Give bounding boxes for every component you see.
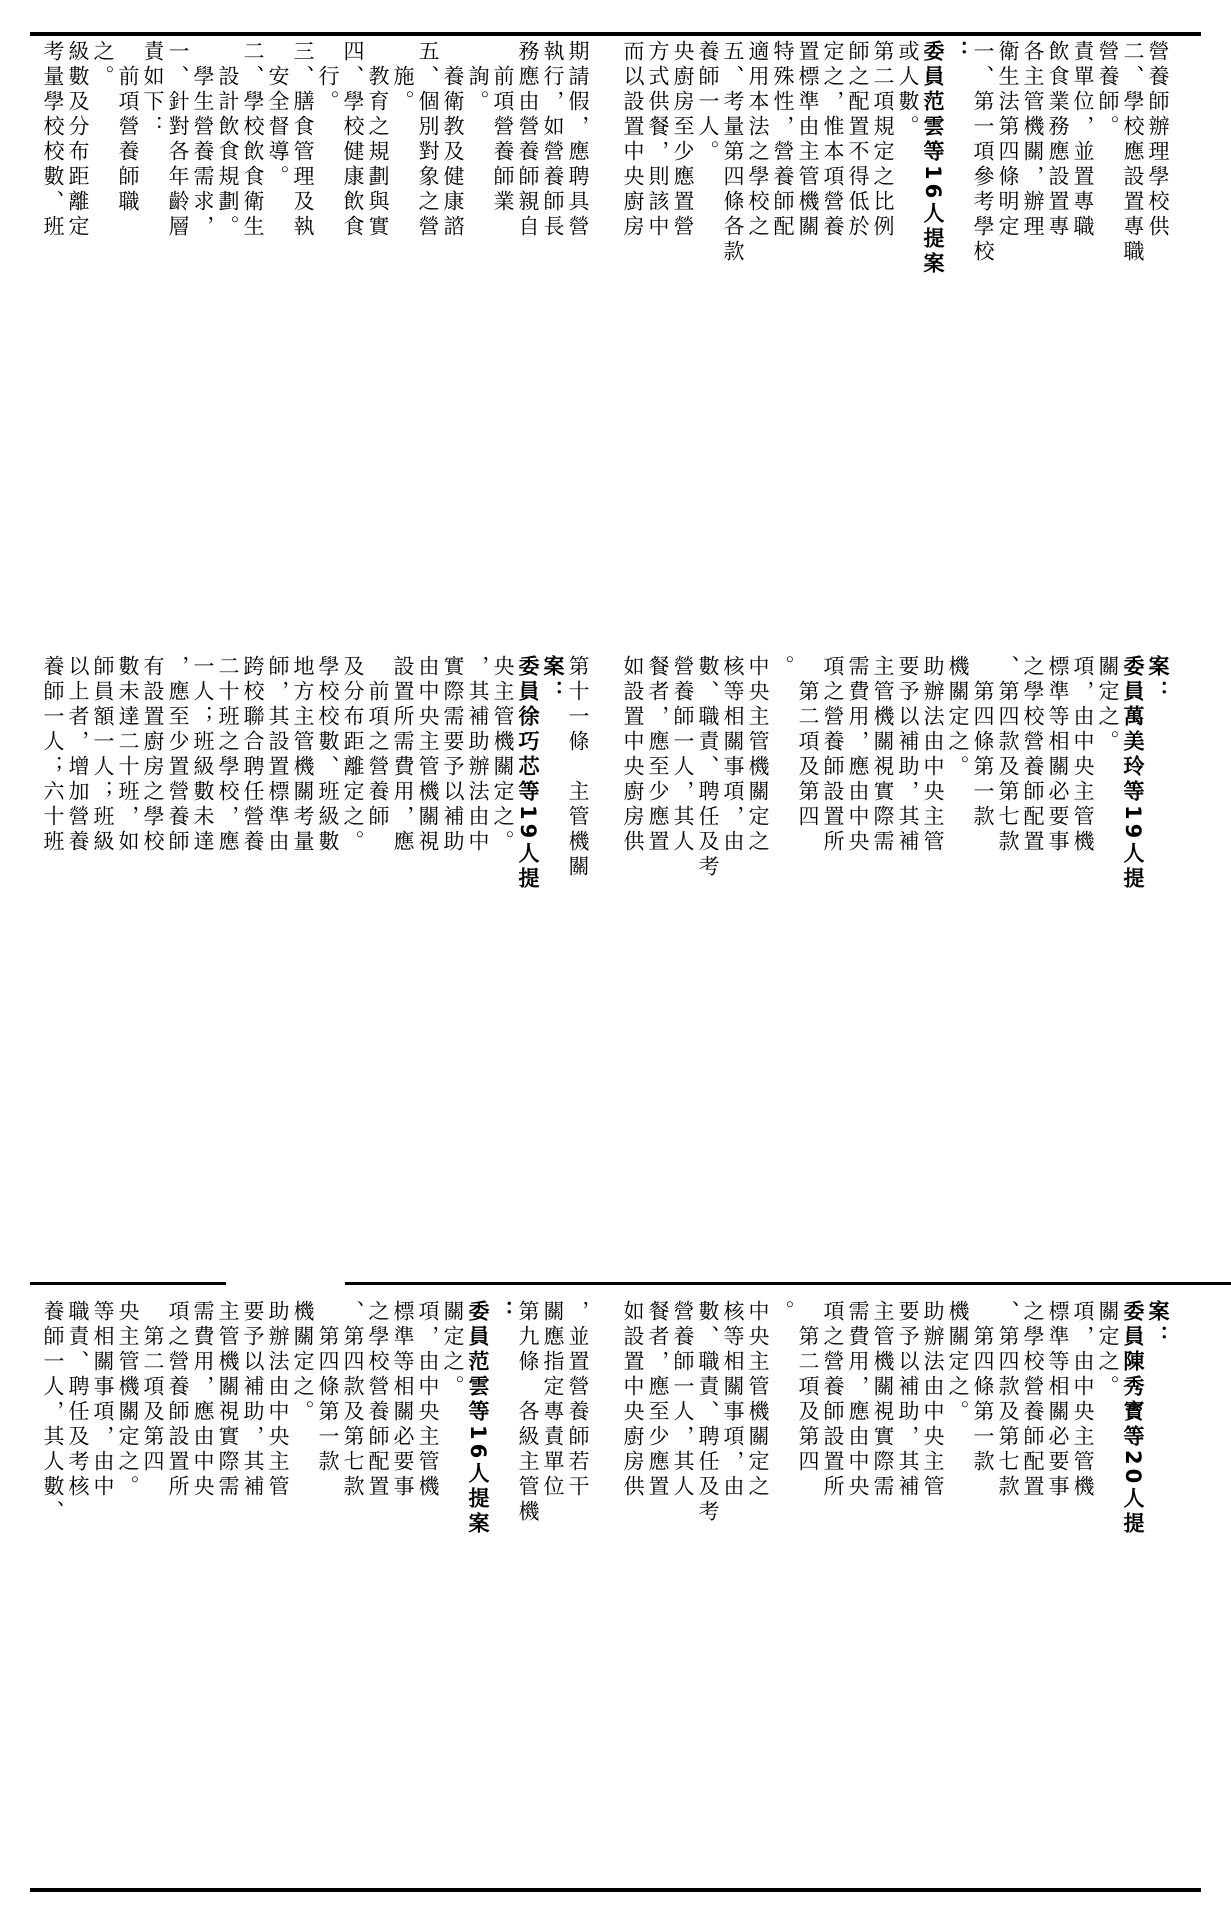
text-line: 飲食業務應設置專: [1046, 40, 1070, 240]
text-line: 標準等相關必要事: [391, 1300, 415, 1500]
text-block-b2: [620, 1300, 1190, 1880]
text-line: 項之營養師設置所: [821, 1300, 845, 1500]
text-line: 關定之。: [1096, 655, 1120, 755]
top-rule: [30, 32, 1201, 36]
text-line: 項之營養師設置所: [166, 1300, 190, 1500]
text-line: 營養師。: [1096, 40, 1120, 140]
text-line: 營養師辦理學校供: [1146, 40, 1170, 240]
text-line: 教育之規劃與實: [366, 40, 390, 240]
text-line: 委員陳秀寳等20人提: [1121, 1300, 1145, 1538]
middle-rule-left: [30, 1282, 226, 1285]
text-line: 如設置中央廚房供: [621, 1300, 645, 1500]
text-line: 師之配置不得低於: [846, 40, 870, 240]
text-line: 級數及分布距離定: [66, 40, 90, 240]
text-line: 委員萬美玲等19人提: [1121, 655, 1145, 893]
text-line: 核等相關事項，由: [721, 1300, 745, 1500]
text-line: 而以設置中央廚房: [621, 40, 645, 240]
text-line: 核等相關事項，由: [721, 655, 745, 855]
text-line: 養師一人；六十班: [41, 655, 65, 855]
text-line: 前項營養師職: [116, 40, 140, 215]
text-line: 中央主管機關定之: [746, 655, 770, 855]
text-line: 二、學校飲食衛生: [241, 40, 265, 240]
text-line: 方式供餐，則該中: [646, 40, 670, 240]
text-line: 養師一人，其人數、: [41, 1300, 65, 1525]
text-line: 一、針對各年齡層: [166, 40, 190, 240]
text-line: 第二項及第四: [796, 1300, 820, 1475]
text-line: 項，由中央主管機: [1071, 655, 1095, 855]
text-line: 營養師一人，其人: [671, 1300, 695, 1500]
text-line: 中央主管機關定之: [746, 1300, 770, 1500]
text-line: 安全督導。: [266, 40, 290, 190]
text-line: 餐者，應至少應置: [646, 655, 670, 855]
text-line: 跨校聯合聘任營養: [241, 655, 265, 855]
text-line: ，其補助辦法由中: [466, 655, 490, 855]
text-line: 二、學校應設置專職: [1121, 40, 1145, 265]
text-line: 四、學校健康飲食: [341, 40, 365, 240]
text-line: 助辦法由中央主管: [266, 1300, 290, 1500]
text-line: 之學校營養師配置: [1021, 655, 1045, 855]
text-line: 機關定之。: [291, 1300, 315, 1425]
text-line: 餐者，應至少應置: [646, 1300, 670, 1500]
text-line: 關應指定專責單位: [541, 1300, 565, 1500]
text-line: 主管機關視實際需: [216, 1300, 240, 1500]
text-block-b5: [40, 40, 610, 655]
text-line: 之學校營養師配置: [1021, 1300, 1045, 1500]
text-line: 央主管機關定之。: [491, 655, 515, 855]
text-line: 期請假，應聘具營: [566, 40, 590, 240]
text-line: 數、職責、聘任及考: [696, 655, 720, 880]
text-line: 需費用，應由中央: [191, 1300, 215, 1500]
text-line: 央主管機關定之。: [116, 1300, 140, 1500]
text-line: 學生營養需求，: [191, 40, 215, 240]
text-line: 務應由營養師親自: [516, 40, 540, 240]
text-block-b6: [620, 40, 1190, 655]
text-line: 項，由中央主管機: [416, 1300, 440, 1500]
text-line: 第四條第一款: [971, 655, 995, 830]
text-line: 關定之。: [1096, 1300, 1120, 1400]
text-line: 一人；班級數未達: [191, 655, 215, 855]
text-line: 委員范雲等16人提案: [921, 40, 945, 278]
text-line: 第四條第一款: [971, 1300, 995, 1475]
text-line: 標準等相關必要事: [1046, 655, 1070, 855]
middle-rule-right: [345, 1282, 1231, 1285]
text-line: ，應至少置營養師: [166, 655, 190, 855]
text-line: 各主管機關，辦理: [1021, 40, 1045, 240]
text-line: 有設置廚房之學校: [141, 655, 165, 855]
text-line: 第二項及第四: [796, 655, 820, 830]
text-line: 要予以補助，其補: [241, 1300, 265, 1500]
text-line: 三、膳食管理及執: [291, 40, 315, 240]
text-line: 數、職責、聘任及考: [696, 1300, 720, 1525]
text-line: 要予以補助，其補: [896, 655, 920, 855]
text-line: 助辦法由中央主管: [921, 655, 945, 855]
text-line: 特殊性，營養師配: [771, 40, 795, 240]
text-line: 、第四款及第七款: [341, 1300, 365, 1500]
text-line: 一、第一項參考學校: [971, 40, 995, 265]
text-line: 師，其設置標準由: [266, 655, 290, 855]
text-line: 標準等相關必要事: [1046, 1300, 1070, 1500]
text-line: 之學校營養師配置: [366, 1300, 390, 1500]
text-line: 需費用，應由中央: [846, 1300, 870, 1500]
text-line: 項，由中央主管機: [1071, 1300, 1095, 1500]
text-line: 。: [771, 1300, 795, 1325]
text-line: 定之，惟本項營養: [821, 40, 845, 240]
text-line: 項之營養師設置所: [821, 655, 845, 855]
text-line: 衛生法第四條明定: [996, 40, 1020, 240]
text-line: 行。: [316, 40, 340, 115]
bottom-rule: [30, 1888, 1201, 1892]
text-line: 之。: [91, 40, 115, 90]
text-line: 第二項規定之比例: [871, 40, 895, 240]
text-line: ：: [946, 40, 970, 65]
text-line: 責如下：: [141, 40, 165, 140]
text-line: 養師一人。: [696, 40, 720, 165]
text-line: 施。: [391, 40, 415, 115]
text-line: 央廚房至少應置營: [671, 40, 695, 240]
text-block-b4: [620, 655, 1190, 1270]
text-line: 、第四款及第七款: [996, 1300, 1020, 1500]
text-line: 。: [771, 655, 795, 680]
text-line: 案：: [1146, 655, 1170, 705]
text-line: 五、個別對象之營: [416, 40, 440, 240]
text-line: 前項之營養師: [366, 655, 390, 830]
text-line: 主管機關視實際需: [871, 655, 895, 855]
text-line: 執行，如營養師長: [541, 40, 565, 240]
text-line: 適用本法之學校之: [746, 40, 770, 240]
text-block-b3: [40, 655, 610, 1270]
text-line: 委員徐巧芯等19人提: [516, 655, 540, 893]
text-line: 委員范雲等16人提案: [466, 1300, 490, 1538]
text-line: 設置所需費用，應: [391, 655, 415, 855]
text-line: 、第四款及第七款: [996, 655, 1020, 855]
text-line: 機關定之。: [946, 655, 970, 780]
text-line: 前項營養師業: [491, 40, 515, 215]
text-line: 考量學校校數、班: [41, 40, 65, 240]
text-line: 實際需要予以補助: [441, 655, 465, 855]
text-line: 五、考量第四條各款: [721, 40, 745, 265]
text-line: 案：: [1146, 1300, 1170, 1350]
text-line: 以上者，增加營養: [66, 655, 90, 855]
text-line: 地方主管機關考量: [291, 655, 315, 855]
text-line: ：: [491, 1300, 515, 1325]
text-line: 需費用，應由中央: [846, 655, 870, 855]
text-line: 詢。: [466, 40, 490, 115]
text-line: 學校校數、班級數: [316, 655, 340, 855]
text-line: 等相關事項，由中: [91, 1300, 115, 1500]
text-line: 師員額一人；班級: [91, 655, 115, 855]
text-line: 或人數。: [896, 40, 920, 140]
text-line: 案：: [541, 655, 565, 705]
text-line: 數未達二十班，如: [116, 655, 140, 855]
text-line: 如設置中央廚房供: [621, 655, 645, 855]
text-line: 機關定之。: [946, 1300, 970, 1425]
text-line: 設計飲食規劃。: [216, 40, 240, 240]
text-line: 第十一條 主管機關: [566, 655, 590, 880]
text-line: 二十班之學校，應: [216, 655, 240, 855]
text-line: 第二項及第四: [141, 1300, 165, 1475]
text-line: 第四條第一款: [316, 1300, 340, 1475]
text-line: 責單位，並置專職: [1071, 40, 1095, 240]
text-line: 置標準由主管機關: [796, 40, 820, 240]
text-line: 助辦法由中央主管: [921, 1300, 945, 1500]
text-line: 要予以補助，其補: [896, 1300, 920, 1500]
text-line: 由中央主管機關視: [416, 655, 440, 855]
text-line: 職責、聘任及考核: [66, 1300, 90, 1500]
text-line: 養衛教及健康諮: [441, 40, 465, 240]
text-line: 營養師一人，其人: [671, 655, 695, 855]
text-line: ，並置營養師若干: [566, 1300, 590, 1500]
text-line: 及分布距離定之。: [341, 655, 365, 855]
text-line: 第九條 各級主管機: [516, 1300, 540, 1525]
text-block-b1: [40, 1300, 610, 1880]
text-line: 關定之。: [441, 1300, 465, 1400]
text-line: 主管機關視實際需: [871, 1300, 895, 1500]
